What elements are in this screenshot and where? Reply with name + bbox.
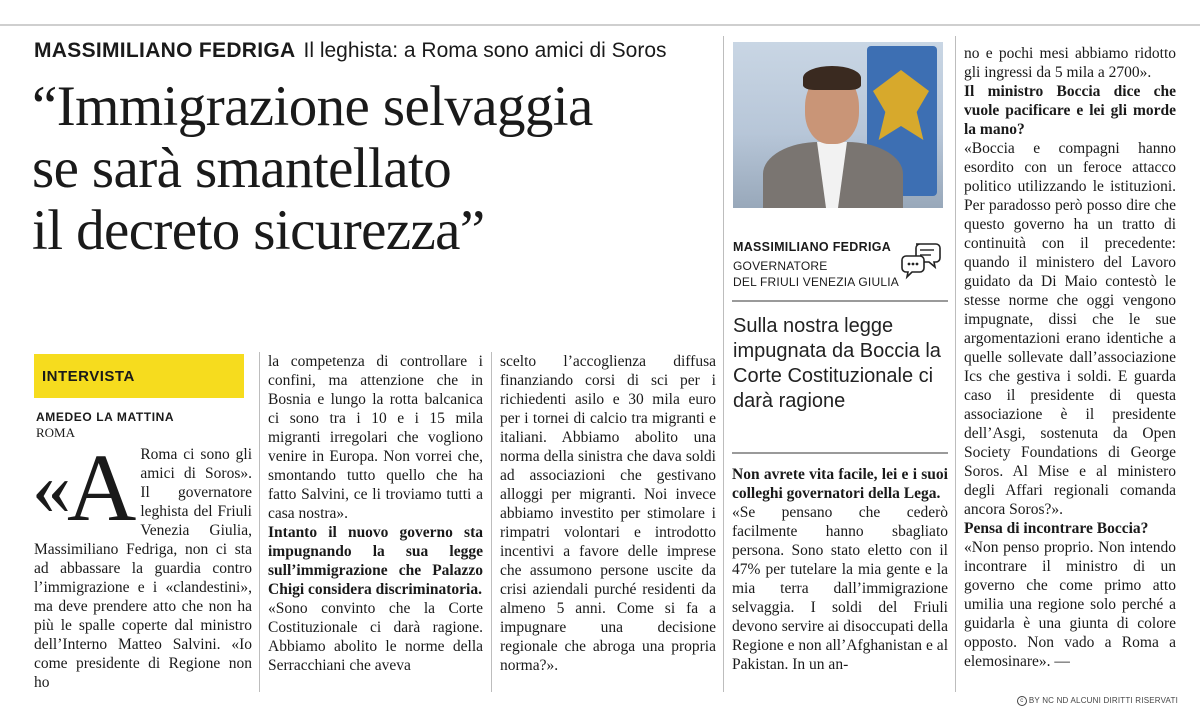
paragraph: «Sono convinto che la Corte Costituzionale ci darà ragione. Abbiamo abolito le norme della Serracchiani che aveva — [268, 600, 483, 674]
headline-line: il decreto sicurezza” — [32, 199, 485, 262]
dropcap-guillemet: « — [32, 444, 67, 531]
dropcap-letter: A — [67, 434, 133, 541]
pullquote: Sulla nostra legge impugnata da Boccia la Corte Costituzionale ci darà ragione — [733, 315, 941, 412]
hair-shape — [803, 66, 861, 90]
person-role: DEL FRIULI VENEZIA GIULIA — [733, 275, 899, 289]
top-rule — [0, 24, 1200, 26]
byline-author: AMEDEO LA MATTINA — [36, 410, 175, 424]
headline-line: “Immigrazione selvaggia — [32, 75, 593, 138]
copyright-text: BY NC ND ALCUNI DIRITTI RISERVATI — [1028, 696, 1178, 706]
pullquote-rule — [732, 452, 948, 454]
person-name: MASSIMILIANO FEDRIGA — [733, 240, 892, 254]
article-column-1 — [32, 434, 252, 692]
interview-question: Non avrete vita facile, lei e i suoi colleghi governatori della Lega. — [732, 466, 948, 502]
dropcap — [32, 434, 133, 541]
article-column-4 — [732, 465, 948, 674]
interview-question: Il ministro Boccia dice che vuole pacificare e lei gli morde la mano? — [964, 83, 1176, 138]
section-tag — [34, 354, 244, 398]
paragraph: scelto l’accoglienza diffusa finanziando corsi di sci per i richiedenti asilo e 30 mila euro per i tornei di calcio tra migranti e italiani. Abbiamo abolito una norma della sinistra che dava soldi ad associazioni che gestivano alloggi per migranti. Noi invece abbiamo investito per stimolare i rimpatri volontari e introdotto incentivi a favore delle imprese che assumono persone uscite da crisi aziendali purché residenti da almeno 5 anni. Come si fa a impugnare una decisione regionale che abroga una propria norma?». — [500, 353, 716, 674]
paragraph: la competenza di controllare i confini, ma attenzione che in Bosnia e lungo la rotta balcanica ci sono tra i 10 e i 15 mila migranti irregolari che vogliono venire in Europa. Non vorrei che, smontando tutto quello che ha fatto Salvini, ce li troviamo tutti a casa nostra». — [268, 353, 483, 522]
pullquote-rule — [732, 300, 948, 302]
dropcap-paragraph — [32, 434, 252, 692]
paragraph: Roma ci sono gli amici di Soros». Il governatore leghista del Friuli Venezia Giulia, Massimiliano Fedriga, non ci sta ad abbassare la guardia contro l’immigrazione e i «clandestini», ma deve prendere atto che non ha più le spalle coperte dal ministro dell’Interno Matteo Salvini. «Io come presidente di Regione non ho — [34, 446, 252, 691]
copyright-notice — [1017, 696, 1178, 706]
column-rule — [723, 36, 724, 692]
headline — [32, 76, 732, 262]
paragraph: no e pochi mesi abbiamo ridotto gli ingressi da 5 mila a 2700». — [964, 45, 1176, 81]
section-tag-label: INTERVISTA — [42, 368, 135, 385]
article-column-2 — [268, 352, 483, 675]
byline-place: ROMA — [36, 425, 76, 440]
person-caption — [733, 240, 899, 290]
paragraph: «Non penso proprio. Non intendo incontrare il ministro di un governo che come primo atto umilia una regione solo perché a guidarla è una giunta di colore opposto. Non vado a Roma a elemosinare». — — [964, 539, 1176, 670]
interview-question: Intanto il nuovo governo sta impugnando la sua legge sull’immigrazione che Palazzo Chigi considera discriminatoria. — [268, 524, 483, 598]
chat-bubbles-icon — [900, 238, 944, 282]
article-column-3 — [500, 352, 716, 675]
paragraph: «Boccia e compagni hanno esordito con un feroce attacco politico utilizzando le istituzioni. Per paradosso però posso dire che questo governo ha un tratto di continuità con il precedente: quando il ministero del Lavoro guidato da Di Maio contestò le stesse norme che oggi vengono impugnate, dissi che le sue argomentazioni erano identiche a quelle sollevate dall’associazione Ics che gestiva i soldi. E guarda caso il presidente di questa associazione è il presidente dell’Asgi, sostenuta da Open Society Foundations di George Soros. Al Mise e al ministero degli Affari regionali comanda ancora Soros?». — [964, 140, 1176, 518]
kicker-name: MASSIMILIANO FEDRIGA — [34, 39, 296, 62]
kicker-deck: Il leghista: a Roma sono amici di Soros — [303, 39, 667, 62]
column-rule — [491, 352, 492, 692]
creative-commons-icon: c — [1017, 696, 1027, 706]
interview-question: Pensa di incontrare Boccia? — [964, 520, 1149, 537]
person-role: GOVERNATORE — [733, 259, 828, 273]
portrait-photo — [733, 42, 943, 208]
article-column-5 — [964, 44, 1176, 671]
column-rule — [259, 352, 260, 692]
headline-line: se sarà smantellato — [32, 137, 452, 200]
paragraph: «Se pensano che cederò facilmente hanno sbagliato persona. Sono stato eletto con il 47% per tutelare la mia gente e la mia terra dall’immigrazione selvaggia. I soldi del Friuli devono servire ai disoccupati della Regione e non all’Afghanistan e al Pakistan. In un an- — [732, 504, 948, 673]
column-rule — [955, 36, 956, 692]
kicker — [34, 38, 724, 63]
